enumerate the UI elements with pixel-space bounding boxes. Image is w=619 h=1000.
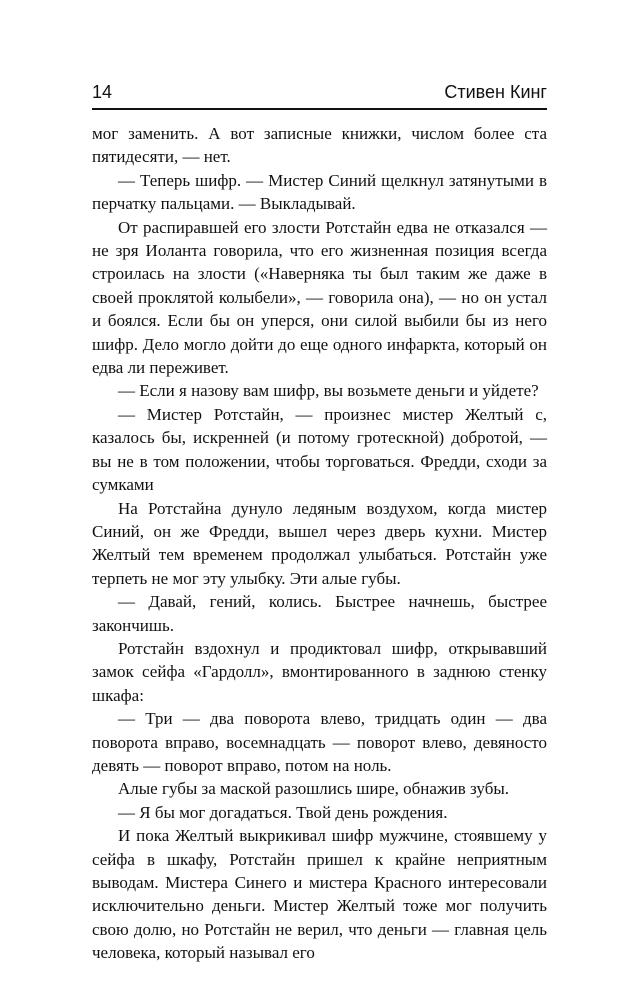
running-head-author: Стивен Кинг xyxy=(444,82,547,102)
page-number: 14 xyxy=(92,82,113,102)
book-page xyxy=(92,78,547,965)
paragraph: мог заменить. А вот записные книжки, числом более ста пятидесяти, — нет. xyxy=(92,124,547,167)
paragraph: — Три — два поворота влево, тридцать один — два поворота вправо, восемнадцать — поворот влево, девяносто девять — поворот вправо, потом на ноль. xyxy=(92,709,547,775)
paragraph: Алые губы за маской разошлись шире, обнажив зубы. xyxy=(118,779,510,799)
paragraph: — Мистер Ротстайн, — произнес мистер Желтый с, казалось бы, искренней (и потому гротескной) добротой, — вы не в том положении, чтобы торговаться. Фредди, сходи за сумками xyxy=(92,404,547,495)
paragraph: Ротстайн вздохнул и продиктовал шифр, открывавший замок сейфа «Гардолл», вмонтированного в заднюю стенку шкафа: xyxy=(92,638,547,705)
paragraph: И пока Желтый выкрикивал шифр мужчине, стоявшему у сейфа в шкафу, Ротстайн пришел к крайне неприятным выводам. Мистера Синего и мистера Красного интересовали исключительно деньги. Мистер Желтый тоже мог получить свою долю, но Ротстайн не верил, что деньги — главная цель человека, который называл его xyxy=(92,826,547,963)
header-rule xyxy=(92,108,547,110)
paragraph: — Теперь шифр. — Мистер Синий щелкнул затянутыми в перчатку пальцами. — Выкладывай. xyxy=(92,170,547,214)
paragraph: — Если я назову вам шифр, вы возьмете деньги и уйдете? xyxy=(118,381,539,401)
paragraph: На Ротстайна дунуло ледяным воздухом, когда мистер Синий, он же Фредди, вышел через дверь кухни. Мистер Желтый тем временем продолжал улыбаться. Ротстайн уже терпеть не мог эту улыбку. Эти алые губы. xyxy=(92,498,547,588)
running-head xyxy=(92,78,547,106)
paragraph: — Давай, гений, колись. Быстрее начнешь, быстрее закончишь. xyxy=(92,592,547,635)
body-text xyxy=(92,122,547,965)
paragraph: — Я бы мог догадаться. Твой день рождения. xyxy=(118,802,448,822)
paragraph: От распиравшей его злости Ротстайн едва не отказался — не зря Иоланта говорила, что его жизненная позиция всегда строилась на злости («Наверняка ты был таким же даже в своей проклятой колыбели», — говорила она), — но он устал и боялся. Если бы он уперся, они силой выбили бы из него шифр. Дело могло дойти до еще одного инфаркта, который он едва ли переживет. xyxy=(92,217,547,378)
